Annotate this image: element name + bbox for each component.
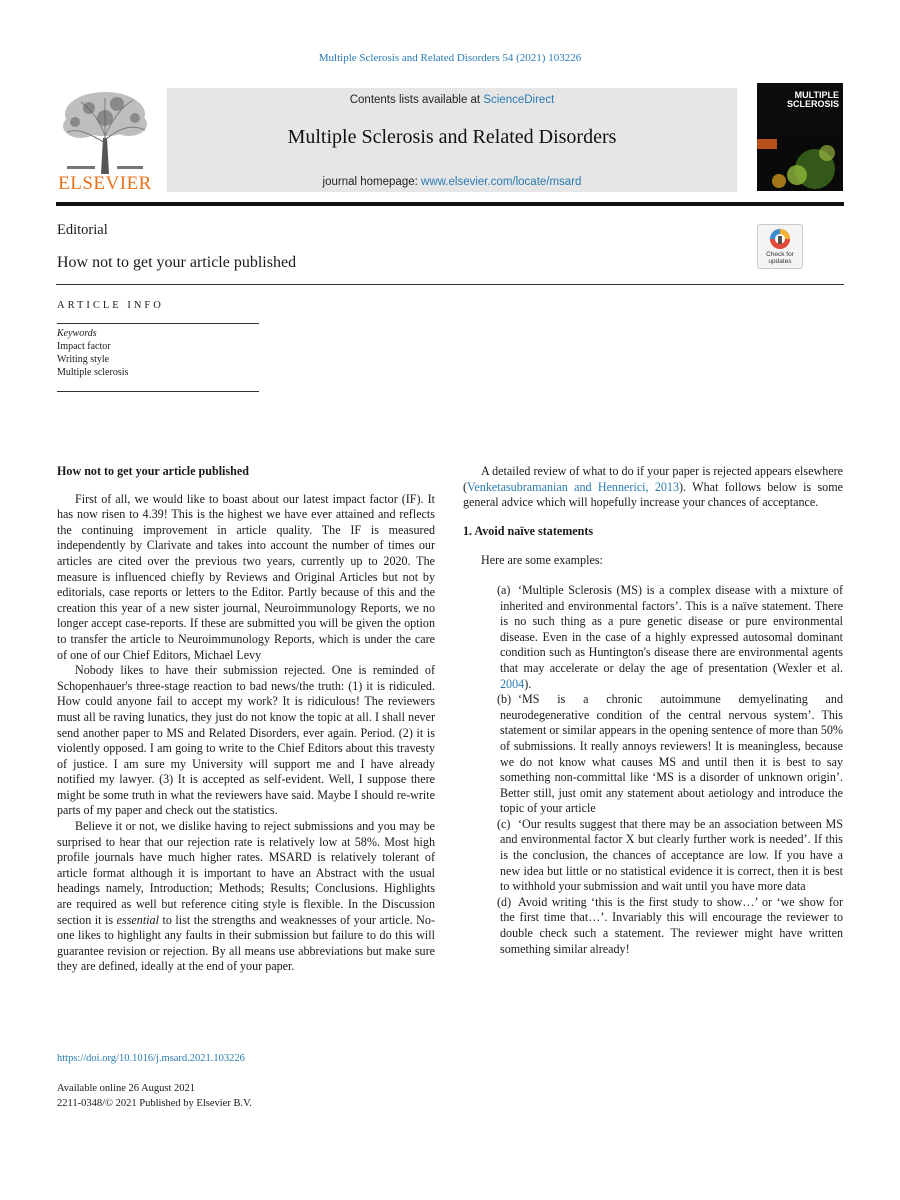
list-item <box>463 895 843 957</box>
list-item-label: (c) <box>497 816 511 831</box>
keyword-item: Multiple sclerosis <box>57 367 129 378</box>
keywords-bottom-rule <box>57 391 259 392</box>
cover-title: MULTIPLE SCLEROSIS <box>786 90 839 109</box>
section-heading: 1. Avoid naïve statements <box>463 523 594 538</box>
list-item-label: (a) <box>497 582 511 597</box>
elsevier-wordmark: ELSEVIER <box>58 173 152 194</box>
reference-link[interactable]: Venketasubramanian and Hennerici, 2013 <box>467 479 680 494</box>
copyright-line: 2211-0348/© 2021 Published by Elsevier B.V. <box>57 1098 252 1109</box>
sciencedirect-link[interactable]: ScienceDirect <box>483 94 555 106</box>
available-online-date: Available online 26 August 2021 <box>57 1083 196 1094</box>
doi-link[interactable]: https://doi.org/10.1016/j.msard.2021.103226 <box>57 1053 245 1064</box>
emphasis-text: essential <box>116 912 159 927</box>
journal-title: Multiple Sclerosis and Related Disorders <box>287 126 617 148</box>
text-run: ). <box>524 676 532 691</box>
body-paragraph: First of all, we would like to boast about our latest impact factor (IF). It has now risen to 4.39! This is the highest we have ever attained and reflects the continuing improvement in article quality. The IF is measured independently by Clarivate and takes into account the number of times our articles are cited over the previous two years, currently up to 2020. The measure is influenced chiefly by Reviews and Original Articles but not by editorials, case reports or letters to the Editor. Partly because of this and the creation this year of a new sister journal, Neuroimmunology Reports, we no longer accept case-reports. If these are submitted you will be given the option to transfer the article to Neuroimmunology Reports, which is under the care of one of our Chief Editors, Michael Levy <box>57 491 435 662</box>
header-rule <box>56 202 844 206</box>
homepage-link[interactable]: www.elsevier.com/locate/msard <box>421 176 582 188</box>
list-item <box>463 583 843 692</box>
body-right-column <box>463 464 843 957</box>
crossmark-icon <box>769 228 791 250</box>
contents-line <box>167 94 737 106</box>
text-run: A detailed review of what to do if your paper is rejected appears elsewhere ( <box>463 464 843 494</box>
text-run: ‘Multiple Sclerosis (MS) is a complex disease with a mixture of inherited and environmental factors’. This is a naïve statement. There is no such thing as a pure genetic disease or pure environmental disease. Even in the case of a highly expressed autosomal dominant condition such as Huntington's disease there are environmental agents that may accelerate or delay the age of presentation (Wexler et al. <box>500 582 843 675</box>
title-rule <box>56 284 844 285</box>
article-type: Editorial <box>57 222 108 238</box>
list-item <box>463 817 843 895</box>
article-title: How not to get your article published <box>57 254 297 271</box>
cover-artwork-icon <box>757 131 843 191</box>
text-run: ). What follows below is some general advice which will hopefully increase your chances of acceptance. <box>463 479 843 510</box>
contents-prefix: Contents lists available at <box>349 94 484 106</box>
reference-link[interactable]: 2004 <box>500 676 525 691</box>
text-run: to list the strengths and weaknesses of your article. No-one likes to highlight any faults in their submission but failure to do this will guarantee revision or rejection. By all means use abbreviations but make sure they are defined, ideally at the end of your paper. <box>57 912 435 974</box>
homepage-prefix: journal homepage: <box>322 176 422 188</box>
list-item-label: (b) <box>497 692 512 707</box>
keywords-top-rule <box>57 323 259 324</box>
article-info-heading: ARTICLE INFO <box>57 300 164 311</box>
journal-banner <box>167 88 737 192</box>
homepage-line <box>167 176 737 188</box>
list-item-label: (d) <box>497 894 512 909</box>
text-run: ‘MS is a chronic autoimmune demyelinating and neurodegenerative condition of the central nervous system’. This statement or similar appears in the opening sentence of more than 50% of submissions. It really annoys reviewers! It is meaningless, because we do not know what causes MS and until then it is best to say something non-committal like ‘MS is a disorder of unknown origin’. Better still, just omit any statement about aetiology and introduce the topic of your article <box>500 692 843 816</box>
journal-citation-link[interactable]: Multiple Sclerosis and Related Disorders 54 (2021) 103226 <box>318 52 582 64</box>
body-left-column <box>57 464 435 975</box>
section-heading: How not to get your article published <box>57 464 249 478</box>
body-paragraph: Here are some examples: <box>481 553 603 568</box>
text-run: ‘Our results suggest that there may be an association between MS and environmental factor X but clearly further work is needed’. If this is the conclusion, the chances of acceptance are low. If you have a new idea but little or no statistical evidence it is correct, then it is best to withhold your submission and wait until you have more data <box>500 816 843 894</box>
list-item <box>463 692 843 817</box>
check-for-updates-button[interactable] <box>757 224 803 269</box>
keyword-item: Writing style <box>57 354 110 365</box>
body-paragraph: Nobody likes to have their submission rejected. One is reminded of Schopenhauer's three-stage reaction to bad news/the truth: (1) it is ridiculed. How could anyone fail to accept my work? It is ridiculous! The reviewers must all be raving lunatics, they just do not know the topic at all. I shall never send another paper to MS and Related Disorders, ever again. Period. (2) it is violently opposed. I am going to write to the Chief Editors about this travesty of justice. I am sure my University will support me and I have already notified my lawyer. (3) It is accepted as self-evident. Well, I suppose there might be some truth in what the reviewers have said. Maybe I should re-write parts of my paper and check out the statistics. <box>57 663 435 818</box>
elsevier-tree-icon <box>59 88 151 174</box>
journal-cover-image[interactable] <box>757 83 843 191</box>
body-paragraph <box>57 819 435 975</box>
keywords-label: Keywords <box>57 328 97 339</box>
check-for-updates-label: Check for updates <box>766 251 794 265</box>
body-paragraph <box>463 464 843 511</box>
text-run: Avoid writing ‘this is the first study to show…’ or ‘we show for the first time that…’. Invariably this will encourage the reviewer to double check such a statement. The reviewer might have written something similar already! <box>500 894 843 956</box>
elsevier-logo <box>55 88 155 196</box>
text-run: Believe it or not, we dislike having to reject submissions and you may be surprised to hear that our rejection rate is relatively low at 58%. Most high profile journals have much higher rates. MSARD is relatively tolerant of article format although it is important to have an Abstract with the usual headings namely, Introduction; Methods; Results; Conclusions. Highlights are required as well but reference citing style is flexible. In the Discussion section it is <box>57 819 435 927</box>
keyword-item: Impact factor <box>57 341 111 352</box>
